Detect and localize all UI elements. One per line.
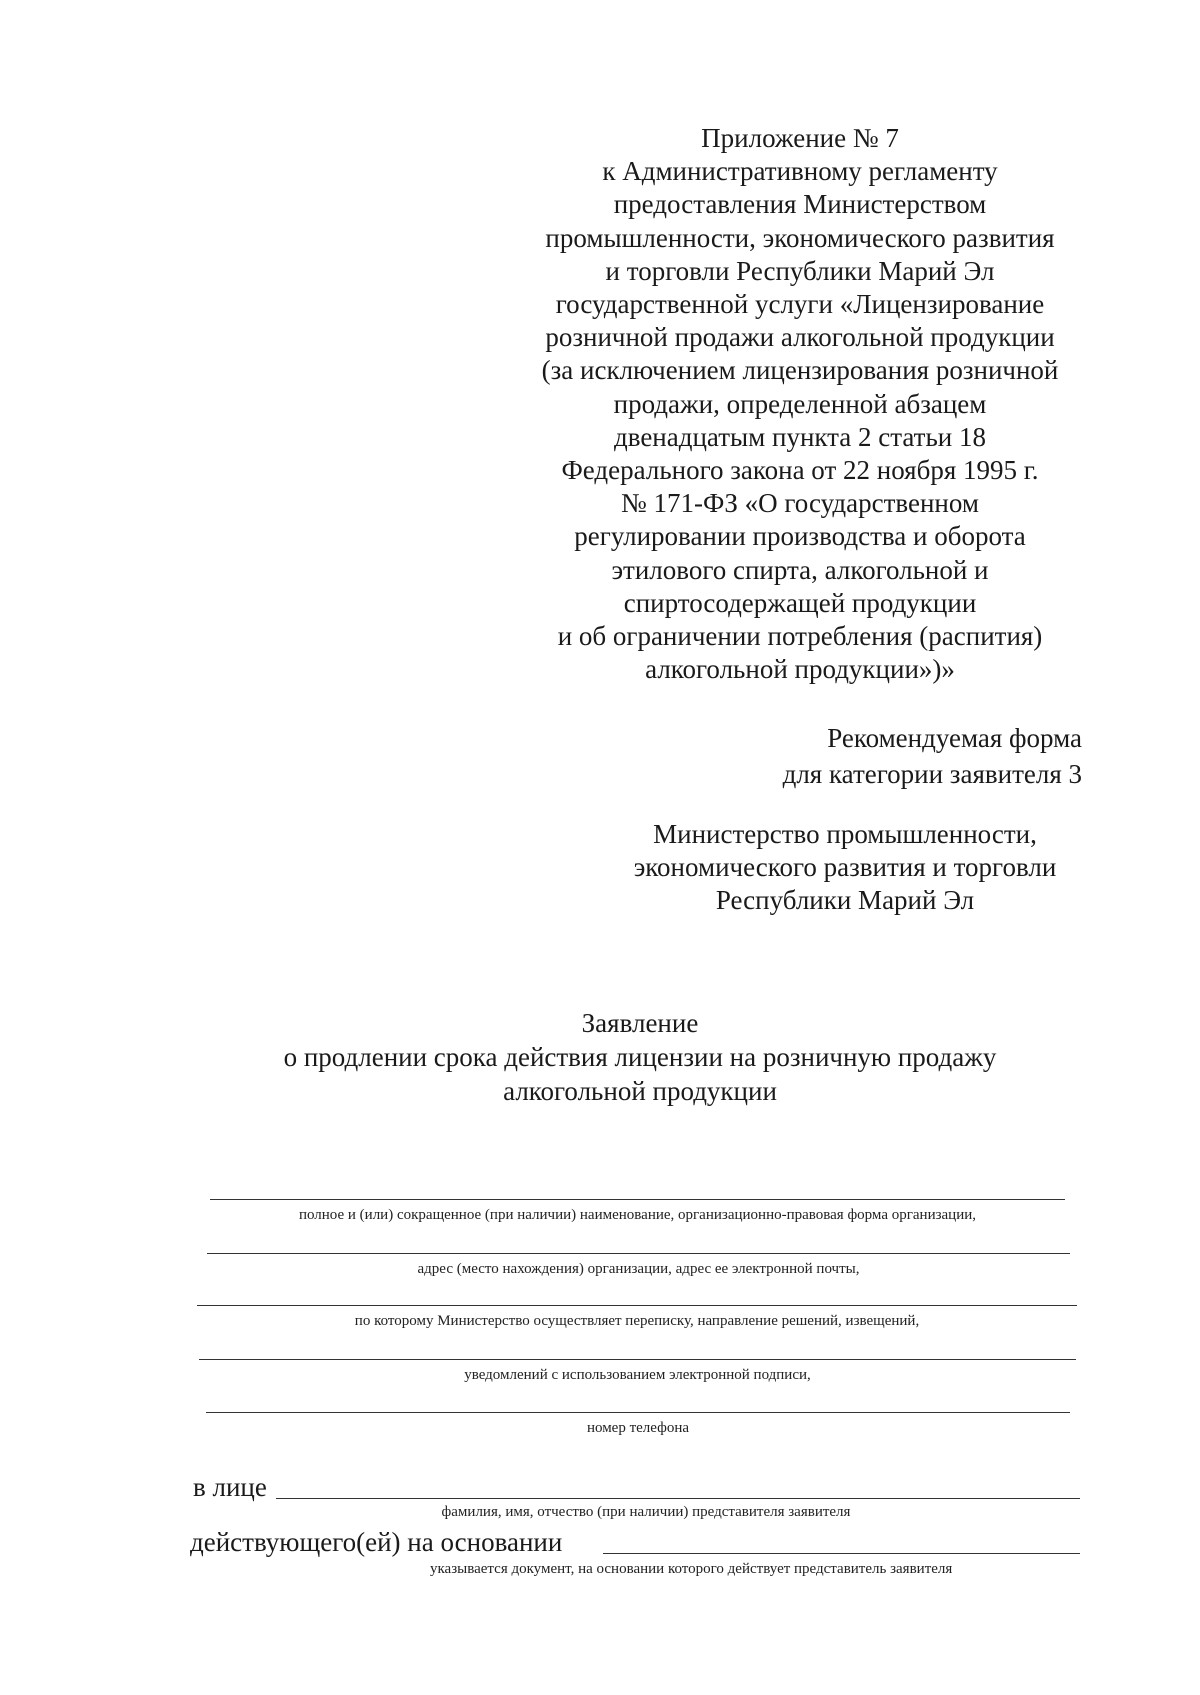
recommended-line: для категории заявителя 3: [782, 759, 1082, 789]
appendix-line: продажи, определенной абзацем: [613, 388, 987, 419]
appendix-line: розничной продажи алкогольной продукции: [545, 322, 1055, 353]
org-name-caption: полное и (или) сокращенное (при наличии) наименование, организационно-правовая форма организации,: [298, 1207, 977, 1223]
recipient-line: Министерство промышленности,: [653, 819, 1037, 849]
appendix-line: Приложение № 7: [701, 123, 899, 153]
recipient-line: экономического развития и торговли: [633, 852, 1057, 882]
title-line: о продлении срока действия лицензии на розничную продажу: [283, 1042, 997, 1072]
phone-caption: номер телефона: [586, 1420, 690, 1436]
appendix-line: № 171-ФЗ «О государственном: [621, 488, 979, 519]
recipient-line: Республики Марий Эл: [715, 885, 975, 915]
appendix-line: двенадцатым пункта 2 статьи 18: [614, 421, 986, 452]
appendix-line: этилового спирта, алкогольной и: [611, 554, 989, 585]
correspondence-line[interactable]: [197, 1305, 1077, 1306]
representative-name-line[interactable]: [276, 1498, 1080, 1499]
notifications-caption: уведомлений с использованием электронной подписи,: [464, 1367, 811, 1383]
appendix-line: к Административному регламенту: [602, 156, 998, 187]
acting-basis-label: действующего(ей) на основании: [190, 1527, 563, 1557]
appendix-line: и торговли Республики Марий Эл: [605, 255, 995, 286]
title-line: алкогольной продукции: [503, 1076, 777, 1106]
appendix-line: Федерального закона от 22 ноября 1995 г.: [561, 455, 1039, 486]
representative-caption: фамилия, имя, отчество (при наличии) представителя заявителя: [441, 1504, 851, 1520]
recommended-form-note: [660, 720, 1082, 792]
notifications-line[interactable]: [199, 1359, 1076, 1360]
appendix-line: государственной услуги «Лицензирование: [555, 289, 1045, 320]
appendix-line: (за исключением лицензирования розничной: [541, 355, 1059, 386]
appendix-line: промышленности, экономического развития: [545, 222, 1055, 253]
title-line: Заявление: [581, 1008, 699, 1038]
phone-line[interactable]: [206, 1412, 1070, 1413]
appendix-line: алкогольной продукции»)»: [645, 654, 955, 685]
document-title: [230, 1006, 1050, 1108]
recommended-line: Рекомендуемая форма: [827, 723, 1082, 753]
represented-by-label: в лице: [193, 1472, 267, 1502]
basis-caption: указывается документ, на основании которого действует представитель заявителя: [430, 1561, 953, 1577]
appendix-line: спиртосодержащей продукции: [623, 587, 977, 618]
basis-document-line[interactable]: [603, 1553, 1080, 1554]
org-name-line[interactable]: [210, 1199, 1065, 1200]
org-address-caption: адрес (место нахождения) организации, адрес ее электронной почты,: [417, 1261, 860, 1277]
org-address-line[interactable]: [207, 1253, 1070, 1254]
recipient-block: [600, 818, 1090, 917]
appendix-line: регулировании производства и оборота: [574, 521, 1026, 552]
appendix-header: [520, 122, 1080, 686]
appendix-line: предоставления Министерством: [613, 189, 987, 220]
appendix-line: и об ограничении потребления (распития): [557, 621, 1043, 652]
correspondence-caption: по которому Министерство осуществляет переписку, направление решений, извещений,: [354, 1313, 920, 1329]
